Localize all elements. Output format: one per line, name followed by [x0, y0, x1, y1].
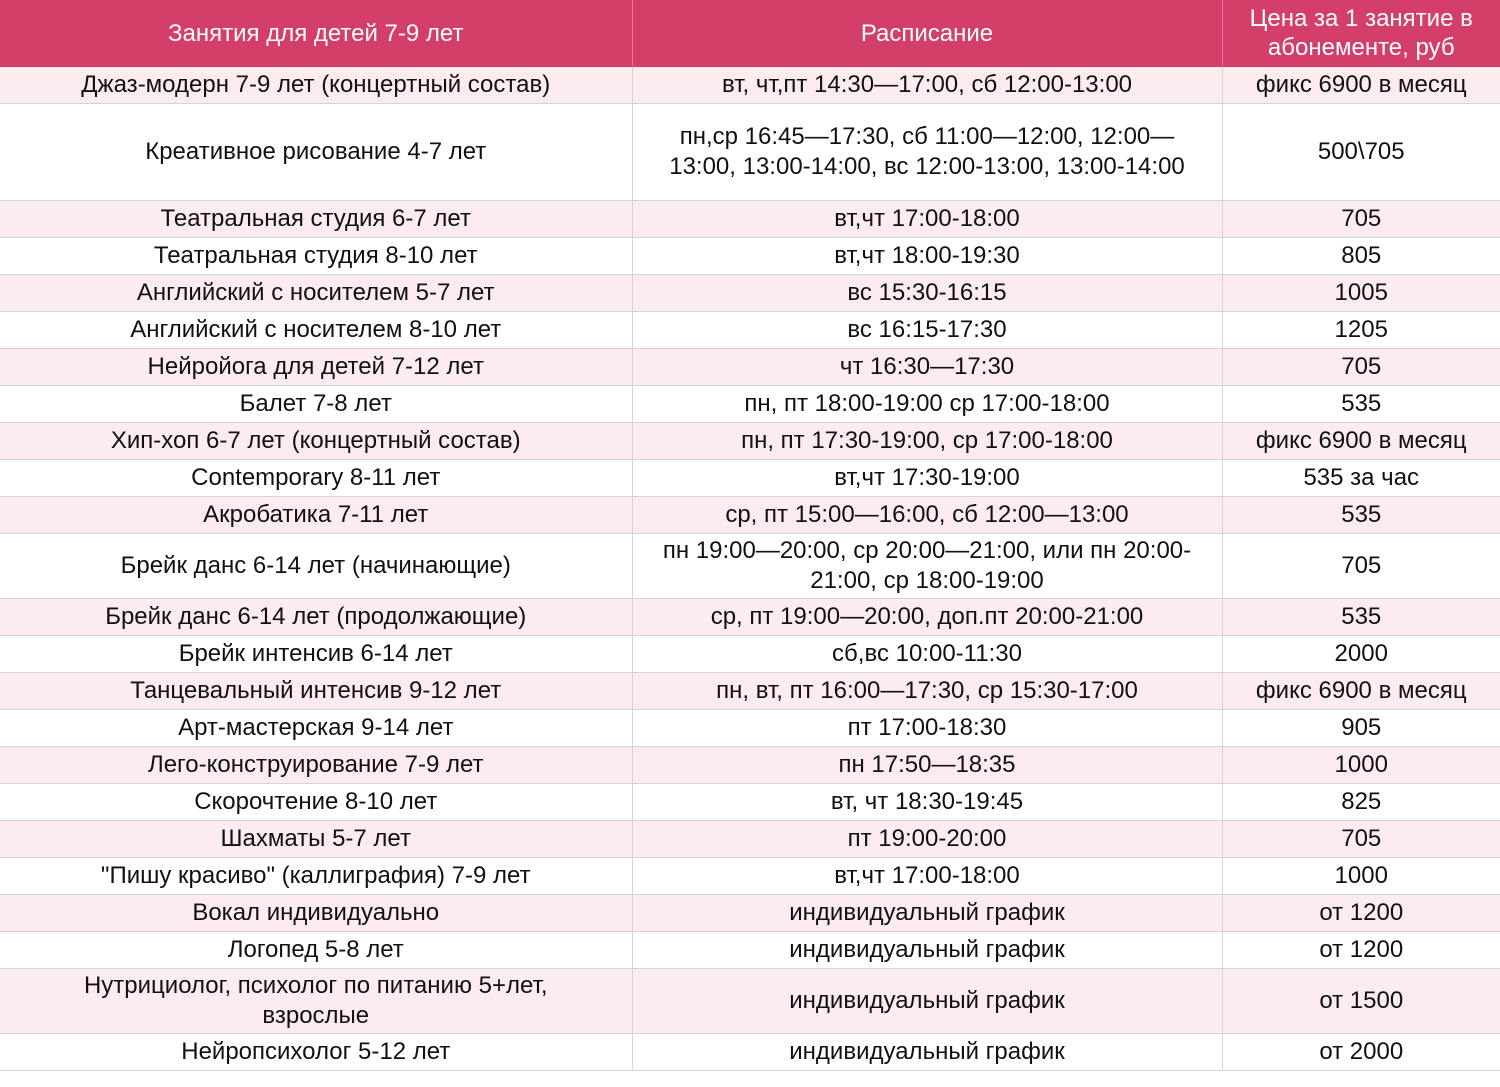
price-cell: 705 — [1222, 534, 1500, 599]
schedule-cell: индивидуальный график — [632, 969, 1222, 1034]
table-row — [0, 312, 1500, 349]
schedule-cell: пн 19:00—20:00, ср 20:00—21:00, или пн 20:00-21:00, ср 18:00-19:00 — [632, 534, 1222, 599]
header-price: Цена за 1 занятие в абонементе, руб — [1222, 0, 1500, 67]
schedule-cell: ср, пт 15:00—16:00, сб 12:00—13:00 — [632, 497, 1222, 534]
schedule-cell: сб,вс 10:00-11:30 — [632, 636, 1222, 673]
price-cell: фикс 6900 в месяц — [1222, 673, 1500, 710]
price-cell: 1000 — [1222, 858, 1500, 895]
price-cell: 500\705 — [1222, 104, 1500, 201]
schedule-cell: вт, чт 18:30-19:45 — [632, 784, 1222, 821]
price-cell: 1005 — [1222, 275, 1500, 312]
schedule-cell: индивидуальный график — [632, 1034, 1222, 1071]
table-row — [0, 275, 1500, 312]
schedule-cell: индивидуальный график — [632, 895, 1222, 932]
activity-cell: Contemporary 8-11 лет — [0, 460, 632, 497]
price-cell: от 2000 — [1222, 1034, 1500, 1071]
schedule-cell: ср, пт 19:00—20:00, доп.пт 20:00-21:00 — [632, 599, 1222, 636]
schedule-cell: пт 19:00-20:00 — [632, 821, 1222, 858]
table-row — [0, 932, 1500, 969]
price-cell: 535 за час — [1222, 460, 1500, 497]
table-row — [0, 423, 1500, 460]
price-cell: фикс 6900 в месяц — [1222, 67, 1500, 104]
table-row — [0, 534, 1500, 599]
activity-cell: Брейк интенсив 6-14 лет — [0, 636, 632, 673]
activity-cell: Арт-мастерская 9-14 лет — [0, 710, 632, 747]
schedule-cell: вс 15:30-16:15 — [632, 275, 1222, 312]
schedule-cell: вт,чт 17:30-19:00 — [632, 460, 1222, 497]
price-cell: от 1200 — [1222, 932, 1500, 969]
activity-cell: Шахматы 5-7 лет — [0, 821, 632, 858]
table-row — [0, 747, 1500, 784]
activity-cell: Хип-хоп 6-7 лет (концертный состав) — [0, 423, 632, 460]
header-row — [0, 0, 1500, 67]
activity-cell: Брейк данс 6-14 лет (начинающие) — [0, 534, 632, 599]
table-row — [0, 710, 1500, 747]
table-row — [0, 673, 1500, 710]
schedule-cell: индивидуальный график — [632, 932, 1222, 969]
activity-cell: Лего-конструирование 7-9 лет — [0, 747, 632, 784]
table-body — [0, 67, 1500, 1071]
header-activity: Занятия для детей 7-9 лет — [0, 0, 632, 67]
table-row — [0, 784, 1500, 821]
table-row — [0, 636, 1500, 673]
activity-cell: Логопед 5-8 лет — [0, 932, 632, 969]
price-cell: 535 — [1222, 497, 1500, 534]
price-cell: фикс 6900 в месяц — [1222, 423, 1500, 460]
schedule-cell: вс 16:15-17:30 — [632, 312, 1222, 349]
price-cell: 1000 — [1222, 747, 1500, 784]
table-row — [0, 104, 1500, 201]
price-cell: 1205 — [1222, 312, 1500, 349]
price-cell: 535 — [1222, 386, 1500, 423]
activity-cell: Скорочтение 8-10 лет — [0, 784, 632, 821]
price-cell: 805 — [1222, 238, 1500, 275]
price-cell: 705 — [1222, 201, 1500, 238]
table-row — [0, 386, 1500, 423]
table-row — [0, 858, 1500, 895]
schedule-cell: пн 17:50—18:35 — [632, 747, 1222, 784]
price-cell: 705 — [1222, 821, 1500, 858]
activity-cell: Нейройога для детей 7-12 лет — [0, 349, 632, 386]
schedule-cell: вт,чт 17:00-18:00 — [632, 201, 1222, 238]
activity-cell: Танцевальный интенсив 9-12 лет — [0, 673, 632, 710]
table-row — [0, 821, 1500, 858]
price-cell: 705 — [1222, 349, 1500, 386]
activity-cell: Английский с носителем 5-7 лет — [0, 275, 632, 312]
price-cell: от 1500 — [1222, 969, 1500, 1034]
activity-cell: Нейропсихолог 5-12 лет — [0, 1034, 632, 1071]
table-row — [0, 599, 1500, 636]
schedule-cell: пн, пт 17:30-19:00, ср 17:00-18:00 — [632, 423, 1222, 460]
schedule-cell: вт,чт 17:00-18:00 — [632, 858, 1222, 895]
table-row — [0, 497, 1500, 534]
table-row — [0, 201, 1500, 238]
activity-cell: Акробатика 7-11 лет — [0, 497, 632, 534]
table-row — [0, 67, 1500, 104]
header-schedule: Расписание — [632, 0, 1222, 67]
activity-cell: Джаз-модерн 7-9 лет (концертный состав) — [0, 67, 632, 104]
table-row — [0, 238, 1500, 275]
schedule-cell: вт,чт 18:00-19:30 — [632, 238, 1222, 275]
table-header — [0, 0, 1500, 67]
schedule-cell: пт 17:00-18:30 — [632, 710, 1222, 747]
activity-cell: Театральная студия 6-7 лет — [0, 201, 632, 238]
schedule-cell: пн,ср 16:45—17:30, сб 11:00—12:00, 12:00—13:00, 13:00-14:00, вс 12:00-13:00, 13:00-14:00 — [632, 104, 1222, 201]
activity-cell: Театральная студия 8-10 лет — [0, 238, 632, 275]
table-row — [0, 460, 1500, 497]
activity-cell: Английский с носителем 8-10 лет — [0, 312, 632, 349]
activity-cell: Вокал индивидуально — [0, 895, 632, 932]
activity-cell: Креативное рисование 4-7 лет — [0, 104, 632, 201]
price-cell: от 1200 — [1222, 895, 1500, 932]
schedule-cell: пн, вт, пт 16:00—17:30, ср 15:30-17:00 — [632, 673, 1222, 710]
activity-cell: Нутрициолог, психолог по питанию 5+лет, взрослые — [0, 969, 632, 1034]
activity-cell: Балет 7-8 лет — [0, 386, 632, 423]
price-cell: 2000 — [1222, 636, 1500, 673]
table-row — [0, 895, 1500, 932]
price-cell: 535 — [1222, 599, 1500, 636]
table-row — [0, 969, 1500, 1034]
schedule-cell: пн, пт 18:00-19:00 ср 17:00-18:00 — [632, 386, 1222, 423]
table-row — [0, 1034, 1500, 1071]
schedule-cell: вт, чт,пт 14:30—17:00, сб 12:00-13:00 — [632, 67, 1222, 104]
table-row — [0, 349, 1500, 386]
price-cell: 905 — [1222, 710, 1500, 747]
activity-cell: Брейк данс 6-14 лет (продолжающие) — [0, 599, 632, 636]
activity-cell: "Пишу красиво" (каллиграфия) 7-9 лет — [0, 858, 632, 895]
schedule-cell: чт 16:30—17:30 — [632, 349, 1222, 386]
price-cell: 825 — [1222, 784, 1500, 821]
